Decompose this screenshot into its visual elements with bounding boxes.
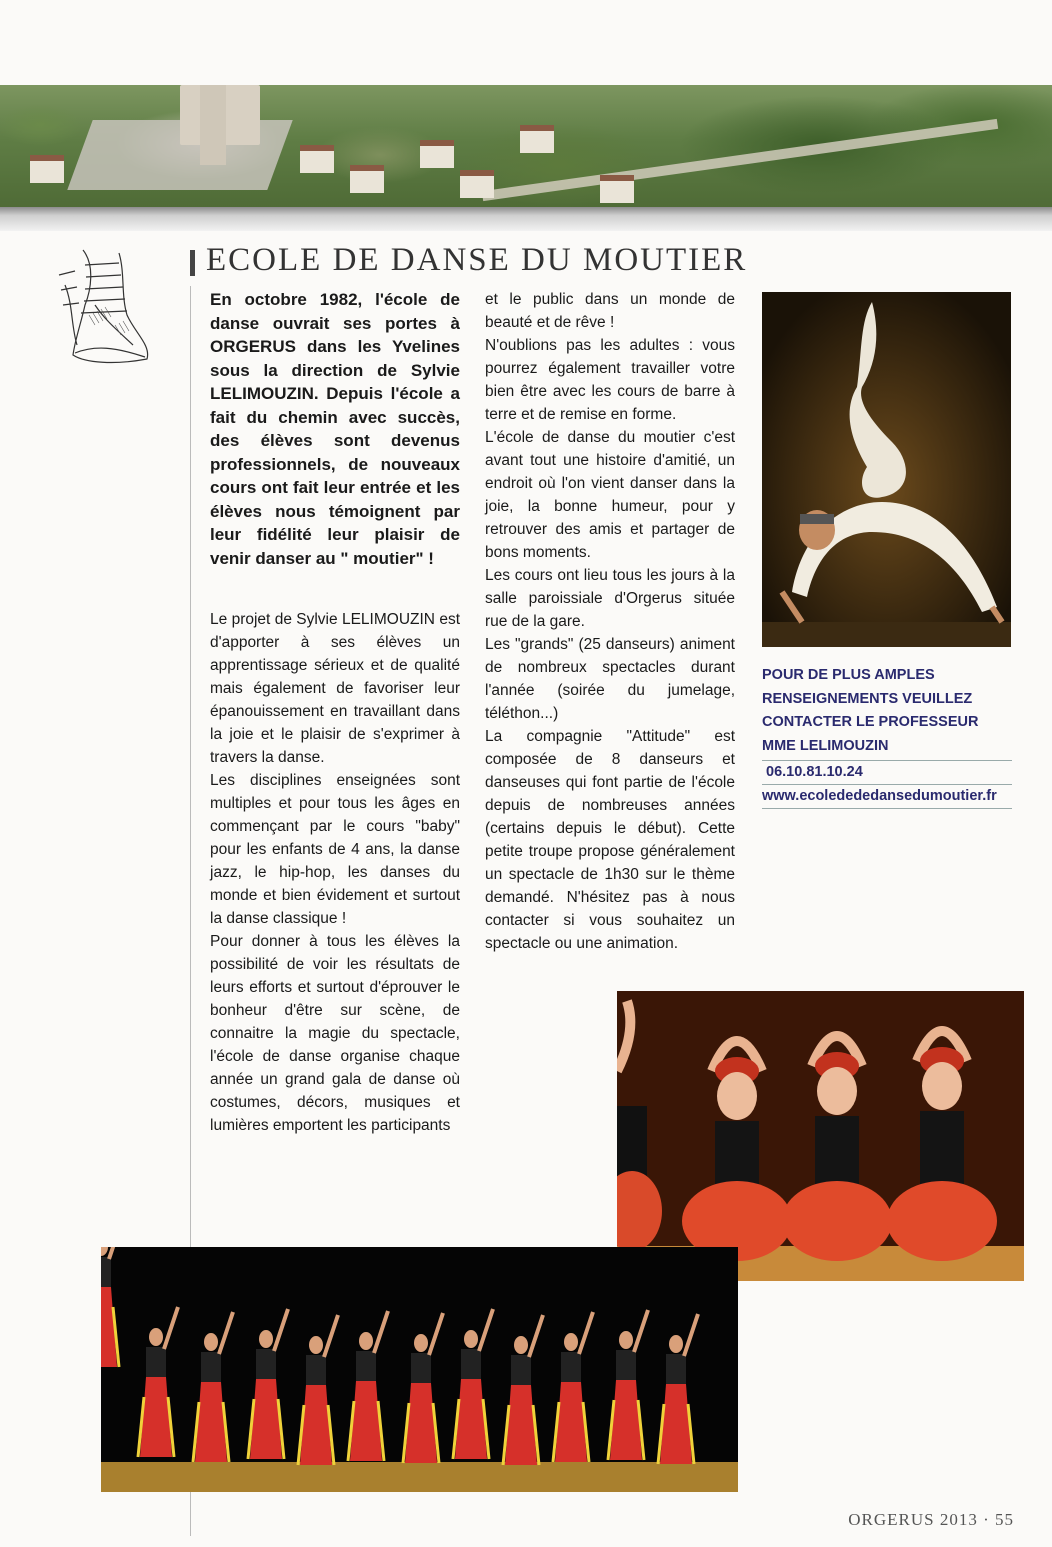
body-paragraph: N'oublions pas les adultes : vous pourrez également travailler votre bien être avec les cours de barre à terre et de remise en forme. [485,337,735,423]
contact-box [762,664,1012,809]
text-column-2 [485,288,735,955]
lead-paragraph: En octobre 1982, l'école de danse ouvrait ses portes à ORGERUS dans les Yvelines sous la direction de Sylvie LELIMOUZIN. Depuis l'école a fait du chemin avec succès, des élèves sont devenus professionnels, de nouveaux cours ont fait leur entrée et les élèves nous témoignent par leur fidélité leur plaisir de venir danser au " moutier" ! [210,290,460,568]
body-paragraph: Le projet de Sylvie LELIMOUZIN est d'apporter à ses élèves un apprentissage sérieux et de qualité mais également de favoriser leur épanouissement en travaillant dans la joie et le plaisir de s'exprimer à travers la danse. [210,611,460,766]
photo-acrobatic-dancers [762,292,1011,647]
body-paragraph: La compagnie "Attitude" est composée de 8 danseurs et danseuses qui font partie de l'école depuis de nombreuses années (certains depuis le début). Cette petite troupe propose généralement un spectacle de 1h30 sur le thème demandé. N'hésitez pas à nous contacter si vous souhaitez un spectacle ou une animation. [485,728,735,952]
banner-aerial-photo [0,85,1052,207]
photo-group-dancers-stage [101,1247,738,1492]
page-footer: ORGERUS 2013 · 55 [848,1510,1014,1529]
body-paragraph: Les "grands" (25 danseurs) animent de nombreux spectacles durant l'année (soirée du jumelage, téléthon...) [485,636,735,722]
contact-title: POUR DE PLUS AMPLES RENSEIGNEMENTS VEUILLEZ CONTACTER LE PROFESSEUR MME LELIMOUZIN [762,664,1012,761]
body-paragraph: Les cours ont lieu tous les jours à la salle paroissiale d'Orgerus située rue de la gare. [485,567,735,630]
dance-shoes-sketch [55,245,163,370]
body-paragraph: L'école de danse du moutier c'est avant tout une histoire d'amitié, un endroit où l'on vient danser dans la joie, la bonne humeur, pour y retrouver des amis et partager de bons moments. [485,429,735,561]
article-title: ECOLE DE DANSE DU MOUTIER [206,242,748,278]
contact-phone[interactable]: 06.10.81.10.24 [762,761,1012,785]
body-paragraph: Pour donner à tous les élèves la possibilité de voir les résultats de leurs efforts et surtout d'éprouver le bonheur d'être sur scène, de connaitre la magie du spectacle, l'école de danse organise chaque année un grand gala de danse où costumes, décors, musiques et lumières emportent les participants [210,933,460,1134]
title-accent-bar [190,250,195,276]
banner-shadow [0,207,1052,231]
body-paragraph: Les disciplines enseignées sont multiples et pour tous les âges en commençant par le cours "baby" pour les enfants de 4 ans, la danse jazz, le hip-hop, les danses du monde et bien évidement et surtout la danse classique ! [210,772,460,927]
body-paragraph: et le public dans un monde de beauté et de rêve ! [485,291,735,331]
text-column-1 [210,288,460,1137]
contact-website-link[interactable]: www.ecoledededansedumoutier.fr [762,785,1012,809]
photo-children-ladybug-dance [617,991,1024,1281]
